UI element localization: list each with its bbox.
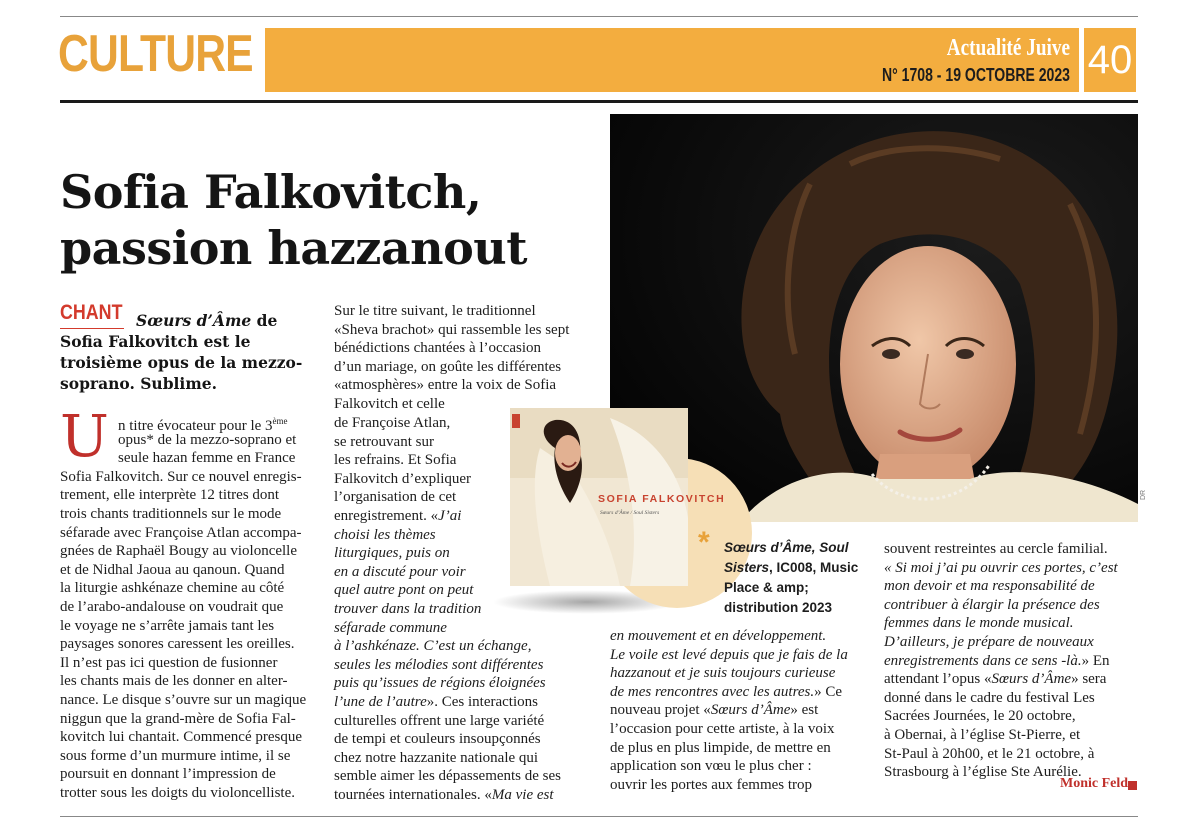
article-column-1	[60, 412, 306, 802]
column-4-line: souvent restreintes au cercle familial.	[884, 541, 1108, 557]
album-title: Sœurs d’Âme / Soul Sisters	[600, 510, 660, 516]
column-3-line: hazzanout et je suis toujours curieuse	[610, 665, 836, 682]
column-3-line: nouveau projet «Sœurs d’Âme» est	[610, 702, 819, 719]
column-1-line: niggun que la grand-mère de Sofia Fal-	[60, 710, 296, 727]
publication-name: Actualité Juive	[946, 35, 1070, 61]
article-column-2-bottom	[334, 637, 584, 804]
column-2-line: de Françoise Atlan,	[334, 415, 451, 431]
column-2-line: Falkovitch et celle	[334, 395, 445, 412]
column-1-line: trement, elle interprète 12 titres dont	[60, 487, 280, 504]
column-1-line: Il n’est pas ici question de fusionner	[60, 654, 278, 671]
column-1-line: le voyage ne s’arrête jamais tant les	[60, 617, 275, 634]
album-cover	[510, 408, 726, 586]
column-2-line: les refrains. Et Sofia	[334, 452, 457, 469]
section-title: CULTURE	[58, 25, 253, 83]
column-2-line: Sur le titre suivant, le traditionnel	[334, 303, 536, 319]
caption-details: , IC008, Music Place & amp; distribution 2023	[724, 560, 859, 615]
column-2-line: se retrouvant sur	[334, 433, 434, 450]
drop-cap: U	[60, 402, 109, 470]
column-1-line: gnées de Raphaël Bougy au violoncelle	[60, 543, 298, 560]
column-2-line: à l’ashkénaze. C’est un échange,	[334, 638, 532, 655]
column-2-line: liturgiques, puis on	[334, 545, 450, 562]
column-2-line: l’une de l’autre». Ces interactions	[334, 693, 538, 710]
column-1-line: kovitch lui chantait. Commencé presque	[60, 729, 303, 746]
column-3-line: application son vœu le plus cher :	[610, 758, 812, 775]
column-3-line: ouvrir les portes aux femmes trop	[610, 776, 813, 793]
column-1-line: la liturgie ashkénaze chemine au côté	[60, 580, 285, 597]
column-4-line: Strasbourg à l’église Ste Aurélie.	[884, 764, 1082, 781]
article-column-4	[884, 540, 1138, 782]
column-1-line: et de Nidhal Jaoua au qanoun. Quand	[60, 561, 285, 578]
column-2-line: Falkovitch d’expliquer	[334, 470, 472, 487]
column-1-line: n titre évocateur pour le 3ème	[118, 416, 288, 434]
standfirst-text: de Sofia Falkovitch est le troisième opus de la mezzo-soprano. Sublime.	[60, 311, 303, 393]
column-2-line: seules les mélodies sont différentes	[334, 656, 544, 673]
column-3-line: de mes rencontres avec les autres.» Ce	[610, 683, 843, 700]
column-4-line: à Obernai, à l’église St-Pierre, et	[884, 726, 1081, 743]
column-4-line: attendant l’opus «Sœurs d’Âme» sera	[884, 671, 1107, 688]
column-1-line: seule hazan femme en France	[118, 450, 296, 467]
column-2-line: d’un mariage, on goûte les différentes	[334, 358, 562, 375]
column-4-line: donné dans le cadre du festival Les	[884, 689, 1095, 706]
column-3-line: Le voile est levé depuis que je fais de la	[610, 646, 848, 663]
album-cover-image	[510, 408, 726, 586]
column-1-line: trois chants traditionnels sur le mode	[60, 505, 282, 522]
column-3-line: de plus en plus limpide, de mettre en	[610, 739, 831, 756]
column-1-line: paysages sonores caressent les oreilles.	[60, 636, 295, 653]
column-2-line: chez notre hazzanite nationale qui	[334, 749, 539, 766]
column-1-line: sous forme d’un murmure intime, il se	[60, 747, 291, 764]
column-4-line: St-Paul à 20h00, et le 21 octobre, à	[884, 745, 1095, 762]
column-2-line: tournées internationales. «Ma vie est	[334, 786, 554, 803]
column-4-line: enregistrements dans ce sens -là.» En	[884, 652, 1110, 669]
column-2-line: de tempi et couleurs insoupçonnés	[334, 731, 541, 748]
column-1-line: trotter sous les doigts du violoncelliste.	[60, 784, 295, 801]
column-3-line: en mouvement et en développement.	[610, 628, 827, 644]
column-4-line: Sacrées Journées, le 20 octobre,	[884, 708, 1076, 725]
column-2-line: bénédictions chantées à l’occasion	[334, 340, 541, 357]
column-2-line: puis qu’issues de régions éloignées	[334, 675, 546, 692]
column-2-line: en a discuté pour voir	[334, 563, 466, 580]
standfirst-title: Sœurs d’Âme	[136, 311, 252, 330]
photo-credit: DR	[1140, 489, 1147, 500]
column-2-line: trouver dans la tradition	[334, 600, 482, 617]
standfirst	[60, 310, 305, 394]
column-2-line: quel autre pont on peut	[334, 582, 474, 599]
headline	[60, 164, 600, 276]
caption-title: Sœurs d’Âme, Soul Sisters	[724, 540, 849, 575]
column-1-line: poursuit en donnant l’impression de	[60, 766, 276, 783]
column-2-line: «atmosphères» entre la voix de Sofia	[334, 377, 557, 394]
column-2-line: «Sheva brachot» qui rassemble les sept	[334, 321, 570, 338]
column-2-line: culturelles offrent une large variété	[334, 712, 545, 729]
column-4-line: femmes dans le monde musical.	[884, 615, 1074, 632]
article-column-2-wrap	[334, 414, 504, 637]
article-column-3	[610, 627, 860, 794]
album-caption	[724, 538, 874, 618]
column-1-line: de l’arabo-andalouse on voudrait que	[60, 598, 284, 615]
caption-star: *	[698, 526, 710, 559]
bottom-rule	[60, 816, 1138, 817]
column-1-line: Sofia Falkovitch. Sur ce nouvel enregis-	[60, 468, 302, 485]
column-1-line: séfarade avec Françoise Atlan accompa-	[60, 524, 302, 541]
column-1-line: nance. Le disque s’ouvre sur un magique	[60, 691, 307, 708]
column-1-line: opus* de la mezzo-soprano et	[118, 431, 297, 448]
column-4-line: D’ailleurs, je prépare de nouveaux	[884, 633, 1094, 650]
column-4-line: contribuer à élargir la présence des	[884, 596, 1100, 613]
headline-line-1: Sofia Falkovitch,	[60, 165, 482, 219]
top-thin-rule	[60, 16, 1138, 17]
headline-line-2: passion hazzanout	[60, 221, 527, 275]
column-2-line: séfarade commune	[334, 619, 447, 636]
column-4-line: « Si moi j’ai pu ouvrir ces portes, c’est	[884, 559, 1118, 576]
issue-date: N° 1708 - 19 OCTOBRE 2023	[882, 65, 1070, 85]
header-rule	[60, 100, 1138, 103]
author-signature: Monic Feld	[1060, 776, 1129, 791]
page-number: 40	[1087, 38, 1133, 82]
kicker: CHANT	[60, 301, 123, 324]
column-2-line: choisi les thèmes	[334, 526, 436, 543]
article-column-2-top	[334, 302, 574, 414]
column-3-line: l’occasion pour cette artiste, à la voix	[610, 720, 835, 737]
column-2-line: l’organisation de cet	[334, 489, 457, 506]
album-artist: SOFIA FALKOVITCH	[598, 493, 726, 505]
column-1-line: les chants mais de les donner en alter-	[60, 673, 288, 690]
column-2-line: enregistrement. «J’ai	[334, 507, 462, 524]
column-4-line: mon devoir et ma responsabilité de	[884, 578, 1095, 595]
column-2-line: semble aimer les dépassements de ses	[334, 768, 562, 785]
end-mark	[1128, 781, 1137, 790]
